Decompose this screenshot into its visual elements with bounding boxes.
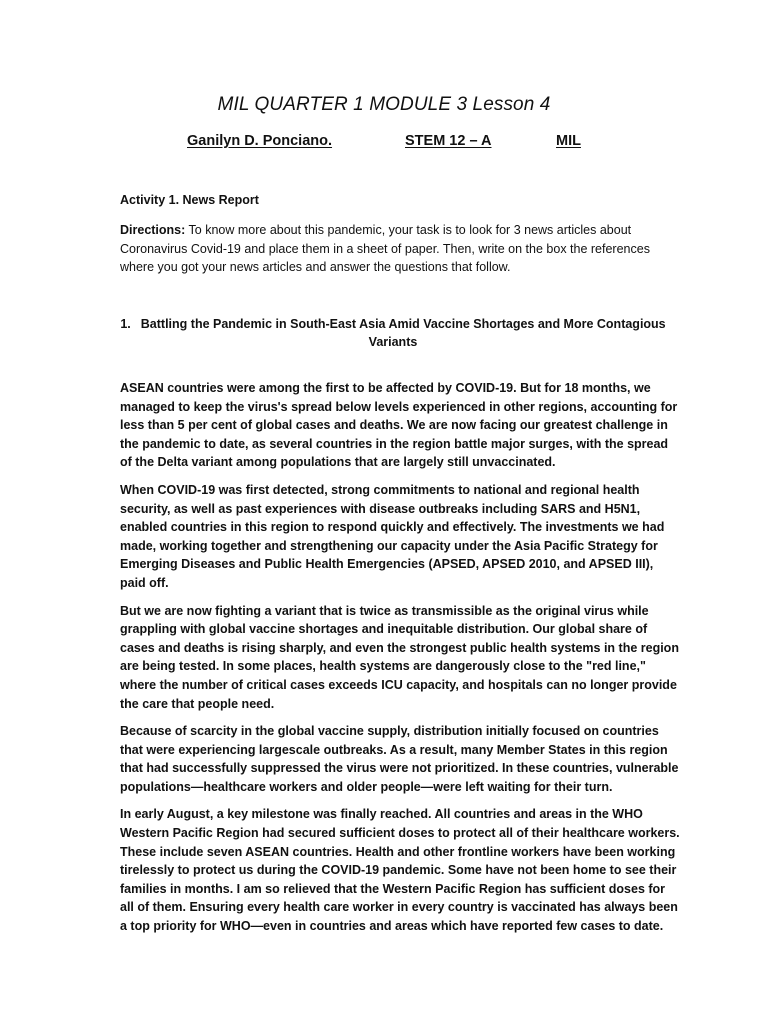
document-title: MIL QUARTER 1 MODULE 3 Lesson 4 (217, 94, 551, 115)
student-name-suffix: . (328, 133, 333, 149)
article-paragraph: ASEAN countries were among the first to be affected by COVID-19. But for 18 months, we managed to keep the virus's spread below levels experienced in other regions, accounting for less than 5 per cent of global cases and deaths. We are now facing our greatest challenge in the pandemic to date, as several countries in the region battle major surges, with the spread of the Delta variant among populations that are largely still unvaccinated. (120, 381, 678, 470)
article-paragraph: When COVID-19 was first detected, strong commitments to national and regional health security, as well as past experiences with disease outbreaks including SARS and H5N1, enabled countries in this region to respond quickly and effectively. The investments we had made, working together and strengthening our capacity under the Asia Pacific Strategy for Emerging Diseases and Public Health Emergencies (APSED, APSED 2010, and APSED III), paid off. (120, 482, 665, 590)
student-section: STEM 12 – A (405, 133, 492, 149)
article-paragraph: Because of scarcity in the global vaccine supply, distribution initially focused on countries that were experiencing largescale outbreaks. As a result, many Member States in this region that had successfully suppressed the virus were not prioritized. In these countries, vulnerable populations—healthcare workers and older people—were left waiting for their turn. (120, 724, 679, 794)
directions-paragraph (120, 221, 660, 277)
student-name-text: Ganilyn D. Ponciano (187, 133, 328, 149)
article-paragraph: In early August, a key milestone was finally reached. All countries and areas in the WHO Western Pacific Region had secured sufficient doses to protect all of their healthcare workers. These include seven ASEAN countries. Health and other frontline workers have been working tirelessly to protect us during the COVID-19 pandemic. Some have not been home to see their families in months. I am so relieved that the Western Pacific Region has sufficient doses for all of them. Ensuring every health care worker in every country is vaccinated has always been a top priority for WHO—even in countries and areas which have reported few cases to date. (120, 807, 680, 934)
article-body (120, 379, 680, 945)
directions-label: Directions: (120, 223, 186, 237)
student-name (187, 133, 332, 149)
subject-label: MIL (556, 133, 581, 149)
article-heading-text: Battling the Pandemic in South-East Asia Amid Vaccine Shortages and More Contagious Variants (140, 317, 666, 349)
activity-title: Activity 1. News Report (120, 193, 259, 207)
article-heading (120, 315, 666, 351)
article-number: 1. (120, 317, 131, 331)
directions-text: To know more about this pandemic, your task is to look for 3 news articles about Coronavirus Covid-19 and place them in a sheet of paper. Then, write on the box the references where you got your news articles and answer the questions that follow. (120, 223, 650, 274)
article-paragraph: But we are now fighting a variant that is twice as transmissible as the original virus while grappling with global vaccine shortages and inequitable distribution. Our global share of cases and deaths is rising sharply, and even the strongest public health systems in the region are being tested. In some places, health systems are dangerously close to the "red line," where the number of critical cases exceeds ICU capacity, and hospitals can no longer provide the care that people need. (120, 603, 679, 711)
